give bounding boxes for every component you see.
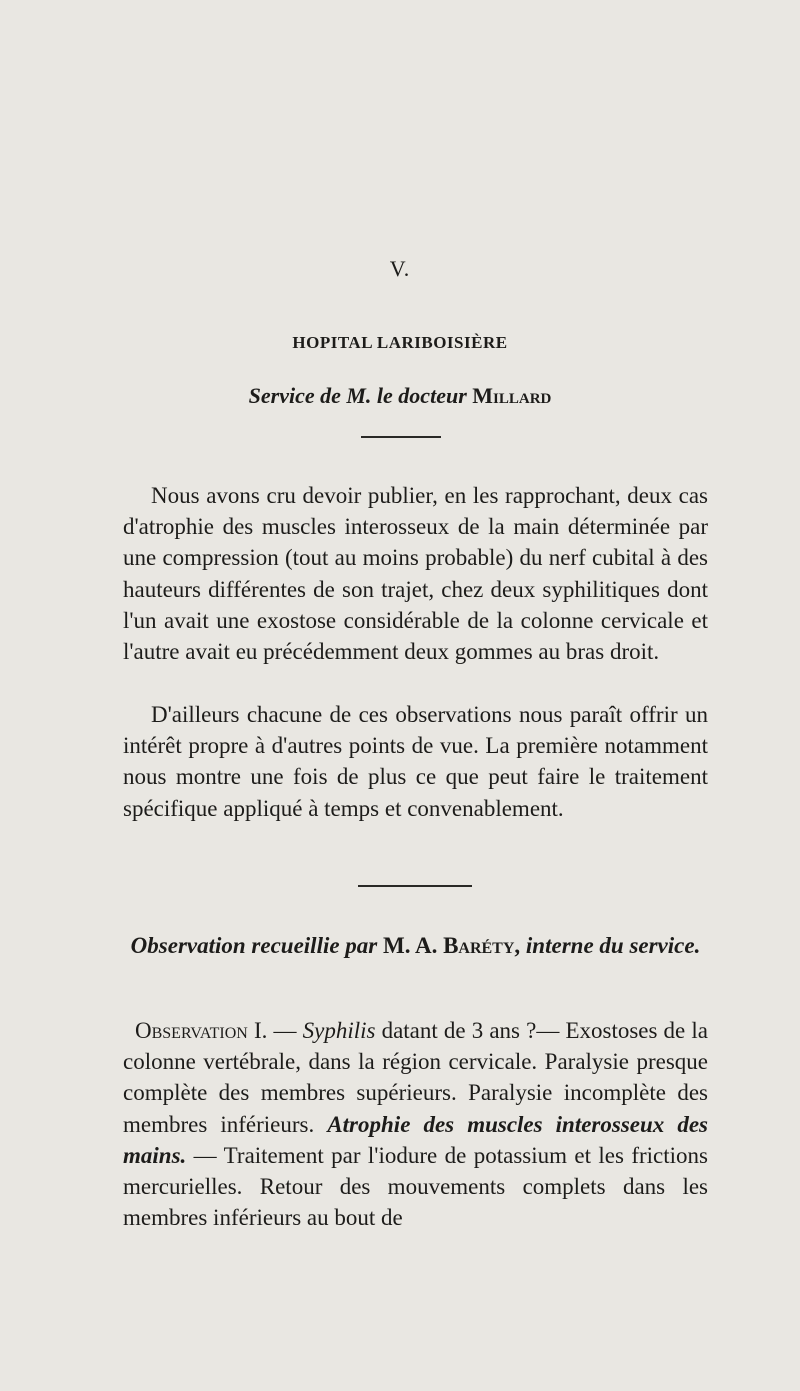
hospital-heading: HOPITAL LARIBOISIÈRE xyxy=(292,333,508,352)
observation-dash: — xyxy=(267,1018,303,1043)
section-rule-top xyxy=(361,436,441,438)
observation-credit-author: M. A. Baréty, xyxy=(383,933,521,958)
section-rule-middle xyxy=(358,885,472,887)
observation-credit xyxy=(123,930,708,961)
observation-text-2: — Traitement par l'iodure de potassium et les frictions mercurielles. Retour des mouvements complets dans les membres inférieurs au bout de xyxy=(123,1142,708,1231)
service-doctor-name: Millard xyxy=(472,383,552,408)
observation-1-summary xyxy=(123,1015,708,1233)
intro-paragraph-2: D'ailleurs chacune de ces observations nous paraît offrir un intérêt propre à d'autres points de vue. La première notamment nous montre une fois de plus ce que peut faire le traitement spécifique appliqué à temps et convenablement. xyxy=(123,702,708,821)
observation-label: Observation I. xyxy=(135,1018,268,1043)
service-heading xyxy=(0,383,800,409)
service-prefix: Service de M. le docteur xyxy=(248,383,467,408)
observation-atrophy: Atrophie des muscles interosseux des mains. xyxy=(123,1111,709,1168)
observation-credit-role: interne du service. xyxy=(525,933,701,958)
observation-credit-lead: Observation recueillie par xyxy=(130,933,378,958)
section-number: V. xyxy=(389,256,411,281)
observation-text-1: datant de 3 ans ?— Exostoses de la colonne vertébrale, dans la région cervicale. Paralysie presque complète des membres supérieurs. Paralysie incomplète des membres inférieurs. xyxy=(123,1018,708,1137)
intro-paragraph-1: Nous avons cru devoir publier, en les rapprochant, deux cas d'atrophie des muscles interosseux de la main déterminée par une compression (tout au moins probable) du nerf cubital à des hauteurs différentes de son trajet, chez deux syphilitiques dont l'un avait une exostose considérable de la colonne cervicale et l'autre avait eu précédemment deux gommes au bras droit. xyxy=(123,483,708,665)
observation-subject: Syphilis xyxy=(302,1018,376,1043)
